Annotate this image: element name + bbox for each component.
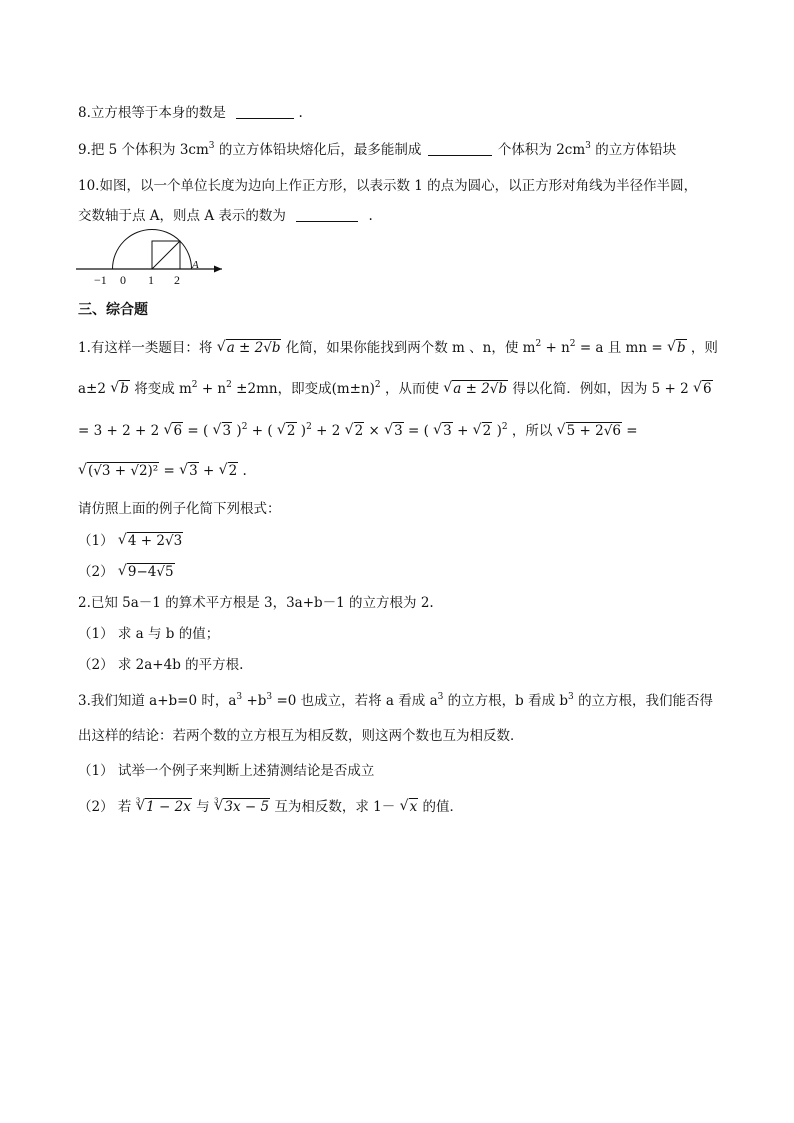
p1-line-1 <box>78 339 718 357</box>
radicand: b <box>120 381 129 397</box>
radical <box>277 422 297 440</box>
q8-text: 8.立方根等于本身的数是 <box>78 105 226 121</box>
tick-label-minus1: −1 <box>94 273 107 287</box>
p1-text: = ( <box>187 423 209 439</box>
p1-text: = <box>626 423 638 439</box>
p3-text: +b <box>246 693 267 709</box>
exponent: 2 <box>191 380 198 390</box>
q9-exponent-1: 3 <box>208 141 215 151</box>
exponent: 3 <box>568 692 574 702</box>
tick-label-1: 1 <box>148 273 154 287</box>
cube-root-index: 3 <box>213 797 219 805</box>
p3-text: （2） 若 <box>78 799 132 815</box>
radical <box>400 798 419 816</box>
p3-text: 的立方根，我们能否得 <box>578 693 714 709</box>
p1-text: ，则 <box>690 340 718 356</box>
q9-text-4: 的立方体铅块 <box>595 142 677 158</box>
radicand: x <box>409 799 418 815</box>
p2-stem: 2.已知 5a－1 的算术平方根是 3，3a+b－1 的立方根为 2. <box>78 595 434 611</box>
radical <box>213 422 233 440</box>
q9-text-3: 个体积为 2cm <box>497 142 586 158</box>
question-10-line-1: 10.如图，以一个单位长度为边向上作正方形，以表示数 1 的点为圆心，以正方形对角线为半径作半圆， <box>78 178 698 194</box>
p3-text: =0 也成立，若将 a 看成 a <box>276 693 438 709</box>
radicand: 4 + 2√3 <box>127 533 183 549</box>
radicand: b <box>676 340 686 356</box>
radical <box>110 380 130 398</box>
q10-text: 交数轴于点 A，则点 A 表示的数为 <box>78 208 286 224</box>
p1-text: = ( <box>408 423 429 439</box>
cube-radical <box>214 798 270 816</box>
radicand: 6 <box>173 423 183 439</box>
p1-text: + ( <box>251 423 273 439</box>
exponent: 3 <box>236 692 243 702</box>
p1-text: × <box>368 423 380 439</box>
radicand: 3 <box>222 423 232 439</box>
p1-text: + <box>203 463 215 479</box>
p1-text: = a 且 mn = <box>579 340 663 356</box>
p1-text: ) <box>496 423 502 439</box>
p3-text: 3.我们知道 a+b=0 时，a <box>78 693 237 709</box>
p2-sub-2: （2） 求 2a+4b 的平方根. <box>78 657 244 673</box>
exponent: 2 <box>535 339 542 349</box>
radical <box>163 422 183 440</box>
q9-text-2: 的立方体铅块熔化后，最多能制成 <box>218 142 422 158</box>
radicand: 3 <box>443 423 452 439</box>
exponent: 2 <box>306 422 312 432</box>
radical <box>433 422 453 440</box>
p1-text: ) <box>236 423 242 439</box>
p1-text: . <box>242 463 247 479</box>
exponent: 3 <box>437 692 444 702</box>
p3-text: 的值． <box>422 799 463 815</box>
q10-answer-blank[interactable] <box>296 207 358 222</box>
p1-text: + <box>457 423 469 439</box>
radical <box>667 339 687 357</box>
p1-instruction: 请仿照上面的例子化简下列根式： <box>78 501 281 517</box>
p1-text: 化简，如果你能找到两个数 m 、n，使 m <box>285 340 536 356</box>
exponent: 3 <box>266 692 273 702</box>
p1-text: + 2 <box>316 423 341 439</box>
p1-line-3 <box>78 422 638 440</box>
radicand: 3 <box>394 423 403 439</box>
p1-text: = 3 + 2 + 2 <box>78 423 160 439</box>
p1-line-4 <box>78 462 247 480</box>
radical <box>557 422 622 440</box>
p1-text: a±2 <box>78 381 106 397</box>
q9-text-1: 9.把 5 个体积为 3cm <box>78 142 209 158</box>
p1-sub-1 <box>78 532 183 550</box>
question-9 <box>78 141 676 159</box>
radicand: 2 <box>228 463 238 479</box>
exponent: 2 <box>374 380 381 390</box>
p3-line-2: 出这样的结论：若两个数的立方根互为相反数，则这两个数也互为相反数． <box>78 728 524 744</box>
radical <box>345 422 365 440</box>
p3-text: 的立方根，b 看成 b <box>447 693 569 709</box>
radicand: 6 <box>703 381 712 397</box>
p2-sub-1: （1） 求 a 与 b 的值； <box>78 626 220 642</box>
p3-text: 与 <box>196 799 210 815</box>
p1-text: 将变成 m <box>134 381 192 397</box>
cube-root-index: 3 <box>135 797 141 805</box>
radical <box>118 532 183 550</box>
p3-sub-2 <box>78 792 463 816</box>
point-A-label: A <box>192 259 199 271</box>
section-3-title: 三、综合题 <box>78 302 148 318</box>
radical <box>443 380 508 398</box>
p1-text: ±2mn，即变成(m±n) <box>236 381 375 397</box>
p1-text: 1.有这样一类题目：将 <box>78 340 213 356</box>
q8-tail: . <box>298 105 303 121</box>
radicand: 9−4√5 <box>127 564 174 580</box>
p1-text: + n <box>545 340 570 356</box>
p3-sub-1: （1） 试举一个例子来判断上述猜测结论是否成立 <box>78 763 375 779</box>
radicand: 1 − 2x <box>146 799 191 815</box>
question-8 <box>78 104 303 122</box>
q9-exponent-2: 3 <box>585 141 591 151</box>
radicand: 2 <box>482 423 492 439</box>
question-10-line-2 <box>78 207 373 225</box>
exponent: 2 <box>569 339 576 349</box>
radicand: 2 <box>286 423 296 439</box>
sub-label: （2） <box>78 564 114 580</box>
radical <box>78 462 159 480</box>
exponent: 2 <box>241 422 248 432</box>
axis-arrow-icon <box>214 266 222 273</box>
tick-label-2: 2 <box>174 273 180 287</box>
radical <box>219 462 239 480</box>
p1-sub-2 <box>78 563 175 581</box>
radical <box>217 339 282 357</box>
radicand: a ± 2√b <box>226 340 281 356</box>
radical <box>693 380 713 398</box>
p3-line-1 <box>78 692 713 710</box>
radicand: (√3 + √2)² <box>88 463 159 479</box>
radicand: a ± 2√b <box>453 381 508 397</box>
radicand: 5 + 2√6 <box>566 423 621 439</box>
tick-label-0: 0 <box>120 273 126 287</box>
p1-text: ，从而使 <box>384 381 439 397</box>
p1-text: = <box>163 463 175 479</box>
q10-tail: . <box>368 208 373 224</box>
radical <box>384 422 404 440</box>
sub-label: （1） <box>78 533 114 549</box>
exponent: 2 <box>226 380 232 390</box>
p1-text: 得以化简．例如，因为 5 + 2 <box>512 381 689 397</box>
p1-line-2 <box>78 380 713 398</box>
radical <box>179 462 199 480</box>
cube-radical <box>136 798 192 816</box>
q8-answer-blank[interactable] <box>236 104 294 119</box>
p1-text: ) <box>300 423 307 439</box>
square-diagonal <box>152 241 180 269</box>
number-line-figure <box>74 228 234 290</box>
radicand: 2 <box>354 423 364 439</box>
exponent: 2 <box>501 422 508 432</box>
q9-answer-blank[interactable] <box>428 141 492 156</box>
radicand: 3x − 5 <box>224 799 270 815</box>
radical <box>473 422 493 440</box>
p3-text: 互为相反数，求 1－ <box>274 799 396 815</box>
p1-text: + n <box>201 381 227 397</box>
radicand: 3 <box>189 463 198 479</box>
radical <box>118 563 175 581</box>
p1-text: ，所以 <box>511 423 553 439</box>
